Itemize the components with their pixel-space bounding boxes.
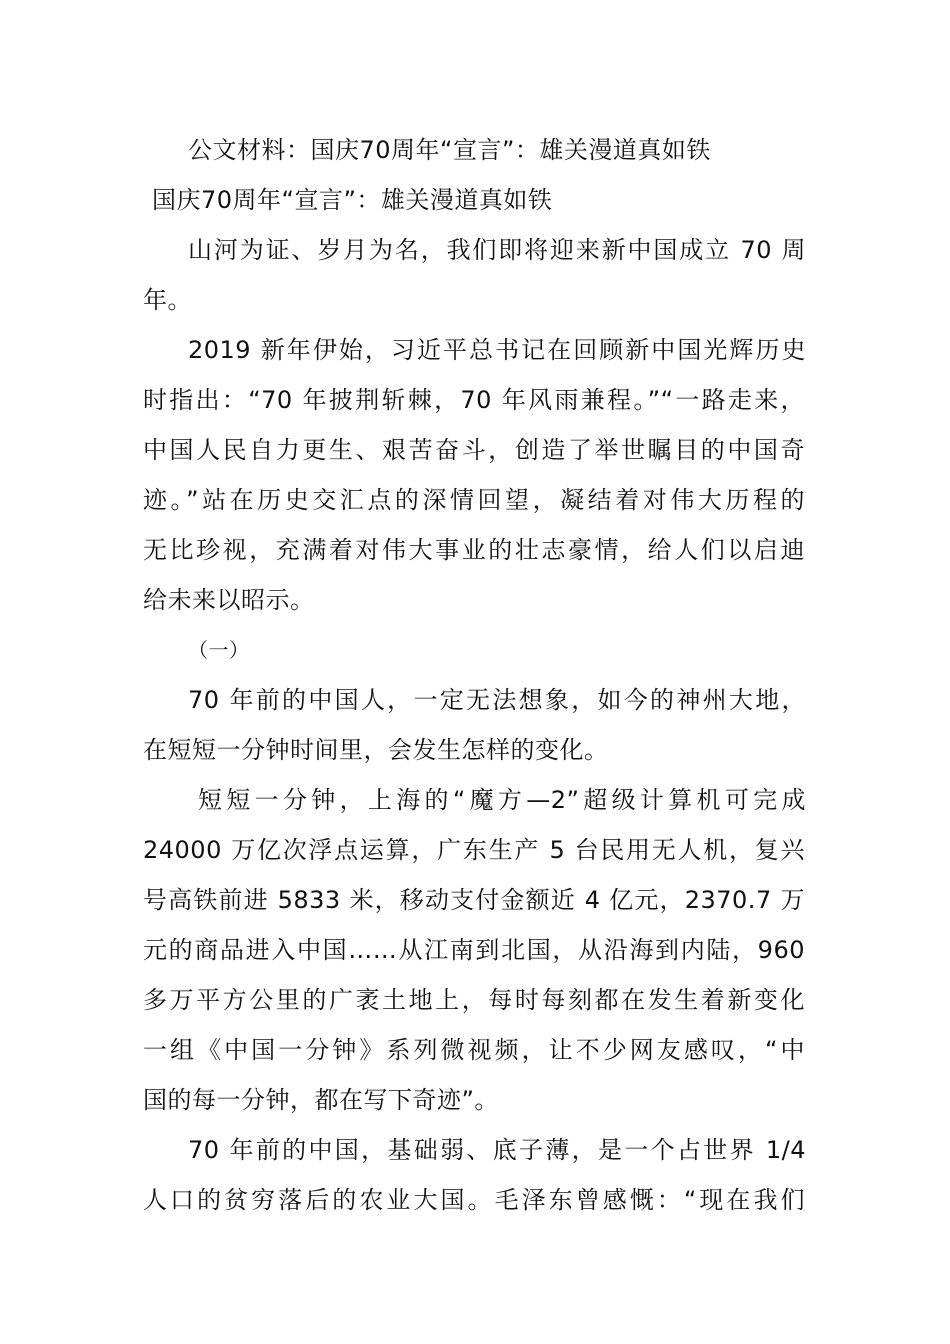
- paragraph-line: 2019 新年伊始，习近平总书记在回顾新中国光辉历史: [188, 336, 806, 364]
- document-heading-sub: 国庆70周年“宣言”：雄关漫道真如铁: [152, 186, 553, 214]
- paragraph-line: 给未来以昭示。: [143, 586, 315, 614]
- paragraph-line: 迹。”站在历史交汇点的深情回望，凝结着对伟大历程的: [143, 486, 805, 514]
- paragraph-line: 年。: [143, 286, 192, 314]
- paragraph-line: 在短短一分钟时间里，会发生怎样的变化。: [143, 736, 609, 764]
- paragraph-line: 人口的贫穷落后的农业大国。毛泽东曾感慨：“现在我们: [143, 1186, 805, 1214]
- paragraph-line: 短短一分钟，上海的“魔方—2”超级计算机可完成: [198, 786, 806, 814]
- document-heading-main: 公文材料：国庆70周年“宣言”：雄关漫道真如铁: [188, 136, 711, 164]
- paragraph-line: 号高铁前进 5833 米，移动支付金额近 4 亿元，2370.7 万: [143, 886, 805, 914]
- paragraph-line: 国的每一分钟，都在写下奇迹”。: [143, 1086, 499, 1114]
- paragraph-line: 24000 万亿次浮点运算，广东生产 5 台民用无人机，复兴: [143, 836, 805, 864]
- paragraph-line: 时指出：“70 年披荆斩棘，70 年风雨兼程。”“一路走来，: [143, 386, 805, 414]
- paragraph-line: 山河为证、岁月为名，我们即将迎来新中国成立 70 周: [188, 236, 806, 264]
- paragraph-line: 一组《中国一分钟》系列微视频，让不少网友感叹，“中: [143, 1036, 805, 1064]
- paragraph-line: 元的商品进入中国……从江南到北国，从沿海到内陆，960: [143, 936, 805, 964]
- paragraph-line: 70 年前的中国人，一定无法想象，如今的神州大地，: [188, 686, 806, 714]
- section-marker: （一）: [188, 638, 250, 662]
- paragraph-line: 无比珍视，充满着对伟大事业的壮志豪情，给人们以启迪: [143, 536, 805, 564]
- paragraph-line: 多万平方公里的广袤土地上，每时每刻都在发生着新变化: [143, 986, 805, 1014]
- paragraph-line: 70 年前的中国，基础弱、底子薄，是一个占世界 1/4: [188, 1136, 806, 1164]
- paragraph-line: 中国人民自力更生、艰苦奋斗，创造了举世瞩目的中国奇: [143, 436, 805, 464]
